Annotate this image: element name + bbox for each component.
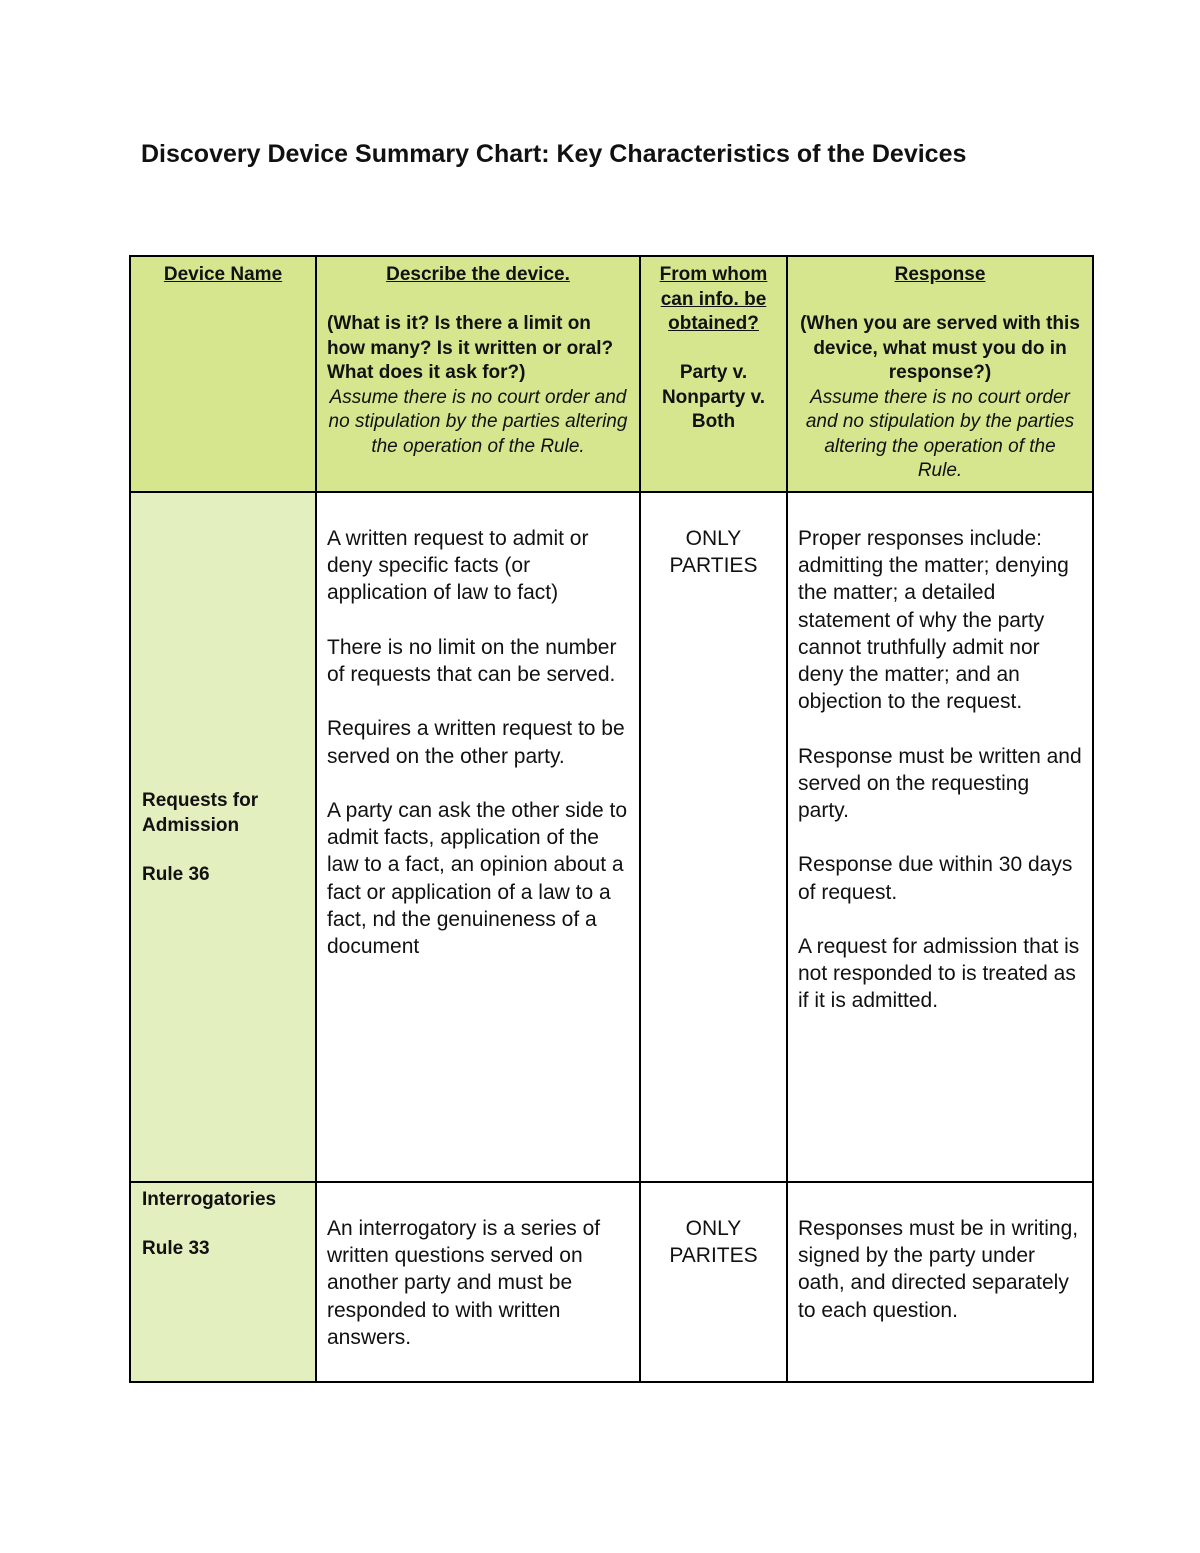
device-rule: Rule 33 [142, 1238, 210, 1259]
description-cell [316, 492, 640, 1182]
discovery-summary-table [129, 255, 1094, 1383]
device-name: Interrogatories [142, 1189, 277, 1210]
response-paragraph: Response due within 30 days of request. [798, 853, 1073, 904]
header-response [787, 256, 1093, 492]
header-describe-question: (What is it? Is there a limit on how many? Is it written or oral? What does it ask for?) [327, 313, 614, 383]
description-paragraph: Requires a written request to be served on the other party. [327, 717, 625, 768]
response-cell [787, 1182, 1093, 1382]
from-whom-value: ONLY PARITES [669, 1217, 758, 1268]
header-describe-assumption: Assume there is no court order and no stipulation by the parties altering the operation of the Rule. [328, 386, 628, 457]
response-cell [787, 492, 1093, 1182]
table-row [130, 1182, 1093, 1382]
header-response-title: Response [894, 264, 986, 285]
description-paragraph: An interrogatory is a series of written questions served on another party and must be responded to with written answers. [327, 1217, 601, 1349]
description-paragraph: A party can ask the other side to admit facts, application of the law to a fact, an opinion about a fact or application of a law to a fact, nd the genuineness of a document [327, 798, 628, 958]
header-from-whom-options: Party v. Nonparty v. Both [661, 362, 766, 432]
response-paragraph: A request for admission that is not responded to is treated as if it is admitted. [798, 935, 1080, 1013]
description-cell [316, 1182, 640, 1382]
table-header-row [130, 256, 1093, 492]
header-device-name [130, 256, 316, 492]
header-device-name-label: Device Name [163, 264, 283, 285]
header-response-question: (When you are served with this device, what must you do in response?) [800, 313, 1080, 383]
description-paragraph: There is no limit on the number of requests that can be served. [327, 635, 617, 686]
response-paragraph: Response must be written and served on the requesting party. [798, 744, 1082, 823]
header-from-whom [640, 256, 787, 492]
response-paragraph: Responses must be in writing, signed by the party under oath, and directed separately to each question. [798, 1217, 1079, 1322]
header-response-assumption: Assume there is no court order and no stipulation by the parties altering the operation of the Rule. [805, 386, 1075, 481]
from-whom-cell [640, 1182, 787, 1382]
device-name-cell [130, 492, 316, 1182]
device-name: Requests for Admission [142, 790, 259, 836]
response-paragraph: Proper responses include: admitting the matter; denying the matter; a detailed statement of why the party cannot truthfully admit nor deny the matter; and an objection to the request. [798, 527, 1069, 714]
device-name-cell [130, 1182, 316, 1382]
header-from-whom-title: From whom can info. be obtained? [659, 264, 768, 334]
device-rule: Rule 36 [142, 863, 210, 885]
table-row [130, 492, 1093, 1182]
header-describe-title: Describe the device. [386, 264, 570, 285]
header-describe [316, 256, 640, 492]
description-paragraph: A written request to admit or deny specific facts (or application of law to fact) [327, 527, 589, 605]
from-whom-value: ONLY PARTIES [669, 527, 758, 578]
from-whom-cell [640, 492, 787, 1182]
page-title: Discovery Device Summary Chart: Key Characteristics of the Devices [141, 140, 967, 168]
